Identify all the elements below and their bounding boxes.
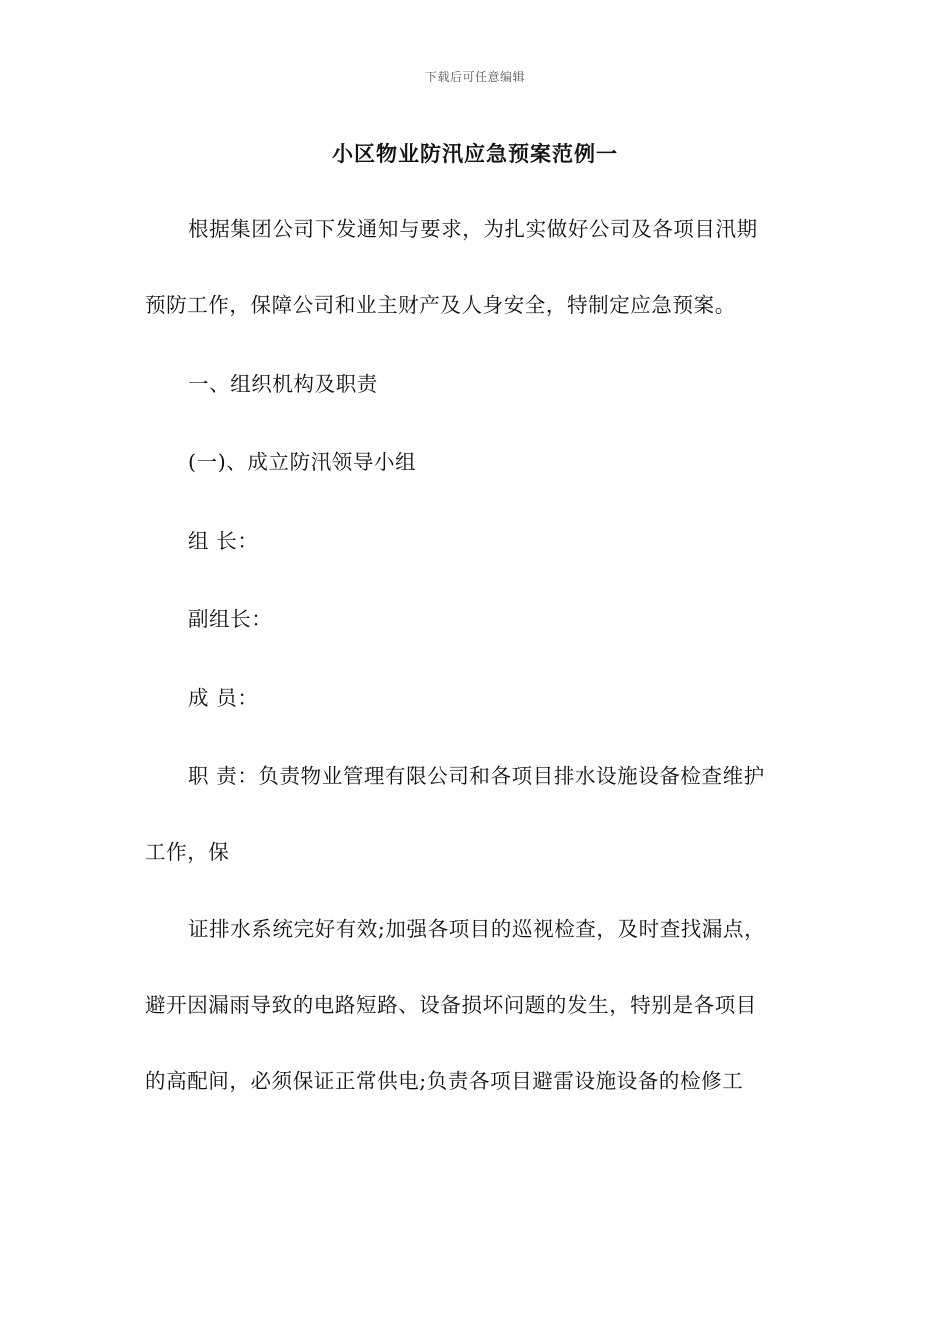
header-note: 下载后可任意编辑 [424,70,525,84]
duties-line-5: 的高配间，必须保证正常供电;负责各项目避雷设施设备的检修工 [145,1069,744,1093]
duties-line-3: 证排水系统完好有效;加强各项目的巡视检查，及时查找漏点， [188,917,766,941]
paragraph-line-2: 预防工作，保障公司和业主财产及人身安全，特制定应急预案。 [145,293,736,317]
duties-line-4: 避开因漏雨导致的电路短路、设备损坏问题的发生，特别是各项目 [145,993,757,1017]
subsection-heading: (一)、成立防汛领导小组 [188,450,417,474]
duties-line-2: 工作，保 [145,840,230,864]
members-label: 成 员： [188,686,259,710]
duties-line-1: 职 责：负责物业管理有限公司和各项目排水设施设备检查维护 [188,764,765,788]
group-leader-label: 组 长： [188,529,259,553]
paragraph-line-1: 根据集团公司下发通知与要求，为扎实做好公司及各项目汛期 [188,217,758,241]
document-title: 小区物业防汛应急预案范例一 [332,141,618,166]
deputy-leader-label: 副组长： [188,607,273,631]
section-heading: 一、组织机构及职责 [188,372,378,396]
